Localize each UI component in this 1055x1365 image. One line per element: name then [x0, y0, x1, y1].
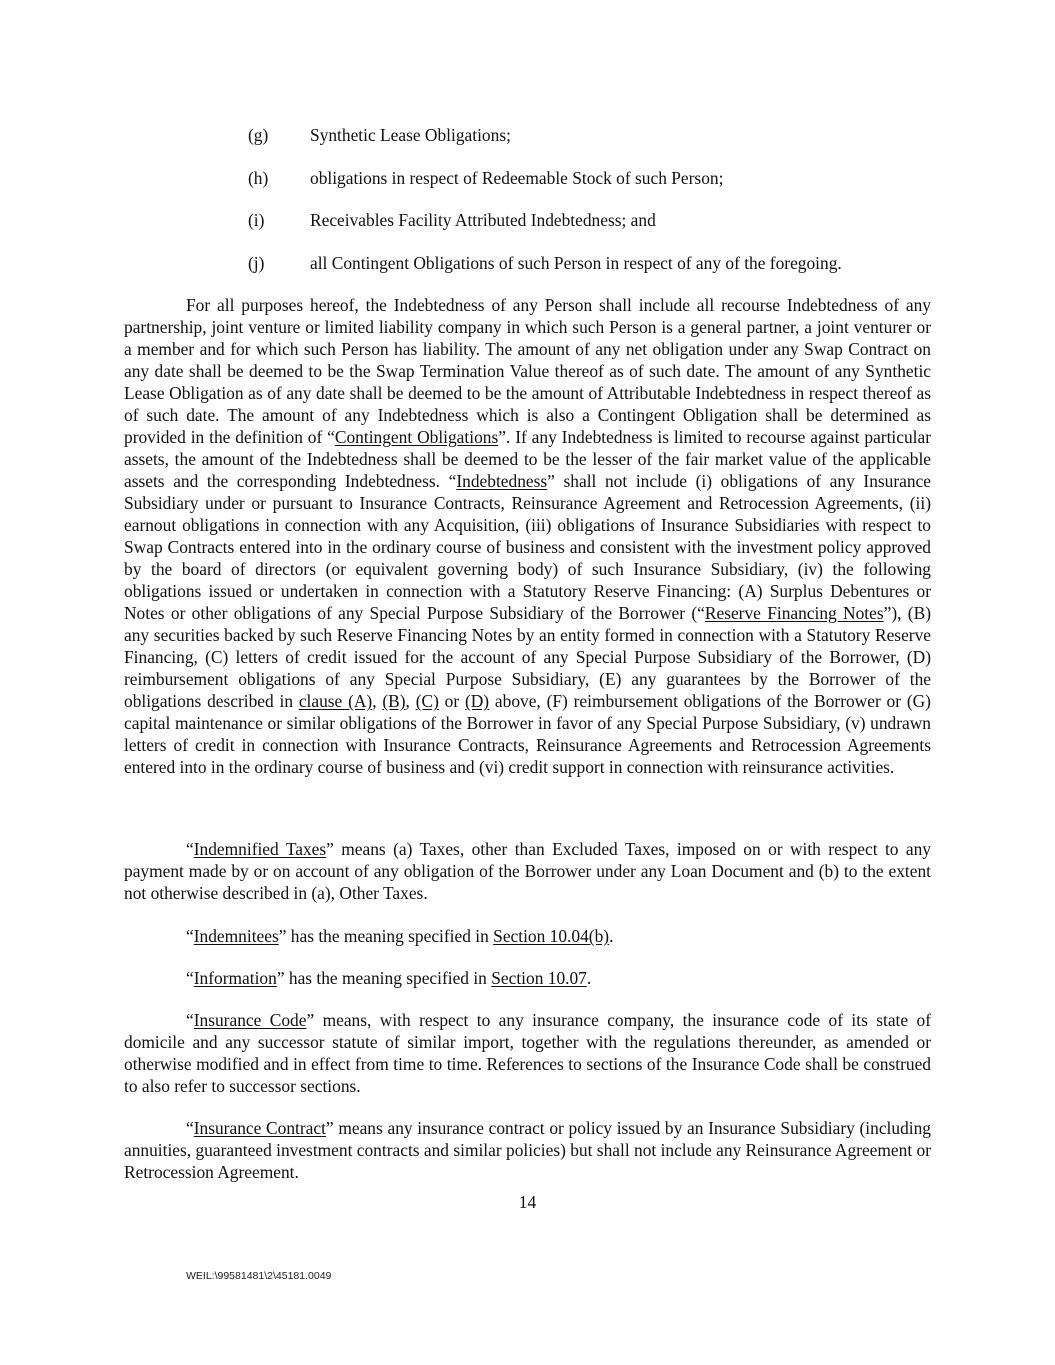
list-item-g	[248, 124, 948, 146]
text-run: .	[586, 968, 592, 988]
list-item-h	[248, 167, 948, 189]
defined-term: Indemnitees	[193, 926, 279, 946]
section-reference: Section 10.07	[491, 968, 587, 988]
definition-indemnitees	[124, 925, 931, 947]
definition-text: ” has the meaning specified in	[278, 926, 494, 946]
list-item-j	[248, 252, 948, 274]
text-run: .	[609, 926, 614, 946]
term-reserve-financing-notes: Reserve Financing Notes	[704, 603, 884, 623]
definition-text: ” has the meaning specified in	[276, 968, 492, 988]
definition-text: ” means any insurance contract or policy issued by an Insurance Subsidiary (including annuities, guaranteed investment contracts and similar policies) but shall not include any Reinsurance Agreement or Retrocession Agreement.	[124, 1118, 931, 1182]
section-reference: Section 10.04(b)	[493, 926, 610, 946]
text-run: ”), (B) any securities backed by such Reserve Financing Notes by an entity formed in connection with a Statutory Reserve Financing, (C) letters of credit issued for the account of any Special Purpose Subsidiary of the Borrower, (D) reimbursement obligations of any Special Purpose Subsidiary, (E) any guarantees by the Borrower of the obligations described in	[124, 603, 931, 711]
ref-clause-c: (C)	[415, 691, 439, 711]
defined-term: Indemnified Taxes	[193, 839, 327, 859]
document-footer-id: WEIL:\99581481\2\45181.0049	[186, 1270, 332, 1282]
definition-text: ” means (a) Taxes, other than Excluded Taxes, imposed on or with respect to any payment made by or on account of any obligation of the Borrower under any Loan Document and (b) to the extent not otherwise described in (a), Other Taxes.	[124, 839, 931, 903]
list-text: obligations in respect of Redeemable Stock of such Person;	[310, 168, 724, 188]
list-label: (i)	[248, 210, 265, 230]
open-quote: “	[186, 1010, 194, 1030]
list-label: (j)	[248, 253, 265, 273]
definition-insurance-contract	[124, 1117, 931, 1183]
open-quote: “	[186, 926, 194, 946]
defined-term: Information	[193, 968, 277, 988]
indebtedness-paragraph	[124, 294, 931, 778]
defined-term: Insurance Code	[193, 1010, 307, 1030]
text-run: ,	[372, 691, 383, 711]
open-quote: “	[186, 839, 194, 859]
definition-text: ” means, with respect to any insurance company, the insurance code of its state of domicile and any successor statute of similar import, together with the regulations thereunder, as amended or otherwise modified and in effect from time to time. References to sections of the Insurance Code shall be construed to also refer to successor sections.	[124, 1010, 932, 1096]
open-quote: “	[186, 968, 194, 988]
open-quote: “	[186, 1118, 194, 1138]
term-contingent-obligations: Contingent Obligations	[334, 427, 499, 447]
list-label: (h)	[248, 168, 269, 188]
defined-term: Insurance Contract	[193, 1118, 326, 1138]
text-run: For all purposes hereof, the Indebtedness of any Person shall include all recourse Indebtedness of any partnership, joint venture or limited liability company in which such Person is a general partner, a joint venturer or a member and for which such Person has liability. The amount of any net obligation under any Swap Contract on any date shall be deemed to be the Swap Termination Value thereof as of such date. The amount of any Synthetic Lease Obligation as of any date shall be deemed to be the amount of Attributable Indebtedness in respect thereof as of such date. The amount of any Indebtedness which is also a Contingent Obligation shall be determined as provided in the definition of “	[124, 295, 931, 447]
list-label: (g)	[248, 125, 269, 145]
text-run: ,	[405, 691, 416, 711]
list-text: Receivables Facility Attributed Indebtedness; and	[310, 210, 656, 230]
list-text: all Contingent Obligations of such Person in respect of any of the foregoing.	[310, 253, 842, 273]
definition-information	[124, 967, 931, 989]
text-run: ” shall not include (i) obligations of any Insurance Subsidiary under or pursuant to Insurance Contracts, Reinsurance Agreement and Retrocession Agreements, (ii) earnout obligations in connection with any Acquisition, (iii) obligations of Insurance Subsidiaries with respect to Swap Contracts entered into in the ordinary course of business and consistent with the investment policy approved by the board of directors (or equivalent governing body) of such Insurance Subsidiary, (iv) the following obligations issued or undertaken in connection with a Statutory Reserve Financing: (A) Surplus Debentures or Notes or other obligations of any Special Purpose Subsidiary of the Borrower (“	[124, 471, 931, 623]
list-item-i	[248, 209, 948, 231]
ref-clause-a: clause (A)	[298, 691, 373, 711]
text-run: or	[438, 691, 465, 711]
ref-clause-d: (D)	[464, 691, 490, 711]
definition-indemnified-taxes	[124, 838, 931, 904]
text-run: above, (F) reimbursement obligations of the Borrower or (G) capital maintenance or similar obligations of the Borrower in favor of any Special Purpose Subsidiary, (v) undrawn letters of credit in connection with Insurance Contracts, Reinsurance Agreements and Retrocession Agreements entered into in the ordinary course of business and (vi) credit support in connection with reinsurance activities.	[124, 691, 931, 777]
text-run: ”. If any Indebtedness is limited to recourse against particular assets, the amount of the Indebtedness shall be deemed to be the lesser of the fair market value of the applicable assets and the corresponding Indebtedness. “	[124, 427, 932, 491]
definition-insurance-code	[124, 1009, 931, 1097]
term-indebtedness: Indebtedness	[456, 471, 548, 491]
list-text: Synthetic Lease Obligations;	[310, 125, 511, 145]
page-number: 14	[518, 1192, 537, 1212]
ref-clause-b: (B)	[382, 691, 406, 711]
